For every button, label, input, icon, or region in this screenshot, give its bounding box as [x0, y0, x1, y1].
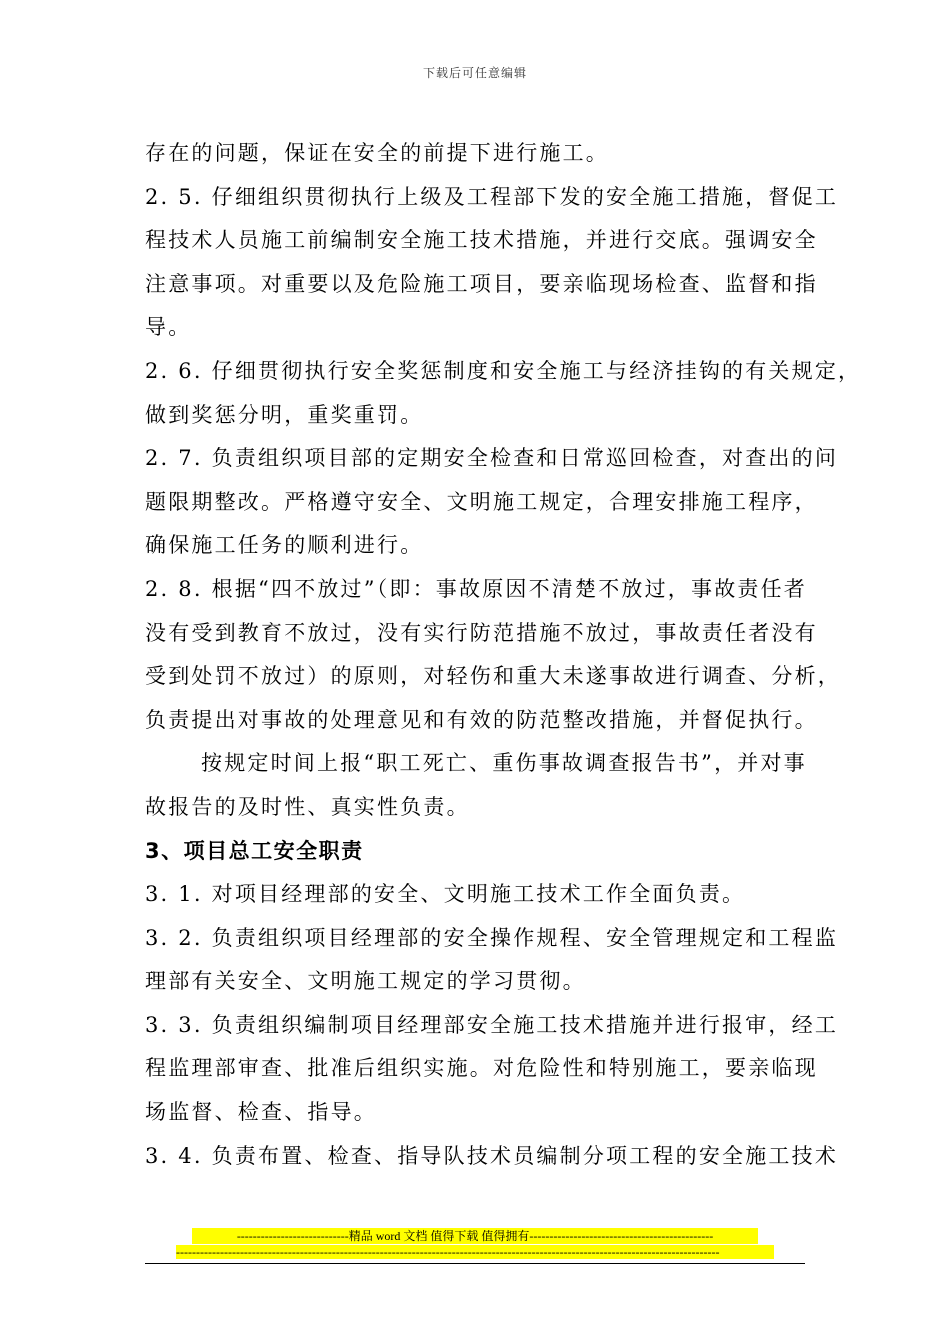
body-text-line: 存在的问题，保证在安全的前提下进行施工。 — [145, 141, 609, 165]
body-text-line: 做到奖惩分明，重奖重罚。 — [145, 402, 424, 427]
body-text-line: 故报告的及时性、真实性负责。 — [145, 794, 470, 819]
body-text-line: 导。 — [145, 315, 192, 340]
body-text-line: 2. 6. 仔细贯彻执行安全奖惩制度和安全施工与经济挂钩的有关规定， — [145, 358, 862, 383]
body-text-line: 2. 8. 根据“四不放过”（即：事故原因不清楚不放过，事故责任者 — [145, 576, 807, 601]
body-text-line: 场监督、检查、指导。 — [145, 1100, 377, 1125]
body-text-line: 注意事项。对重要以及危险施工项目，要亲临现场检查、监督和指 — [145, 271, 818, 296]
footer-dash-line: ---------------------------------------------------------------------------------------------------------------------------------------- — [176, 1245, 774, 1259]
body-text-line: 受到处罚不放过）的原则，对轻伤和重大未遂事故进行调查、分析， — [145, 664, 841, 689]
body-text-line: 程技术人员施工前编制安全施工技术措施，并进行交底。强调安全 — [145, 228, 818, 253]
body-text-line: 3. 4. 负责布置、检查、指导队技术员编制分项工程的安全施工技术 — [145, 1143, 839, 1168]
body-text-line: 负责提出对事故的处理意见和有效的防范整改措施，并督促执行。 — [145, 707, 818, 732]
body-text-line: 理部有关安全、文明施工规定的学习贯彻。 — [145, 969, 586, 994]
document-body — [145, 132, 862, 1178]
body-text-line: 3. 3. 负责组织编制项目经理部安全施工技术措施并进行报审，经工 — [145, 1012, 839, 1037]
body-text-line: 按规定时间上报“职工死亡、重伤事故调查报告书”，并对事 — [201, 751, 807, 776]
footer-banner-line: ----------------------------精品 word 文档 值得下载 值得拥有---------------------------------------------- — [192, 1228, 758, 1244]
page-header: 下载后可任意编辑 — [422, 66, 527, 80]
body-text-line: 3. 2. 负责组织项目经理部的安全操作规程、安全管理规定和工程监 — [145, 925, 839, 950]
body-text-line: 2. 5. 仔细组织贯彻执行上级及工程部下发的安全施工措施，督促工 — [145, 184, 839, 209]
body-text-line: 2. 7. 负责组织项目部的定期安全检查和日常巡回检查，对查出的问 — [145, 446, 839, 471]
footer-rule — [145, 1263, 805, 1264]
section-heading: 3、项目总工安全职责 — [145, 838, 364, 863]
body-text-line: 题限期整改。严格遵守安全、文明施工规定，合理安排施工程序， — [145, 489, 818, 514]
body-text-line: 程监理部审查、批准后组织实施。对危险性和特别施工，要亲临现 — [145, 1056, 818, 1081]
body-text-line: 没有受到教育不放过，没有实行防范措施不放过，事故责任者没有 — [145, 620, 818, 645]
body-text-line: 确保施工任务的顺利进行。 — [145, 533, 424, 558]
body-text-line: 3. 1. 对项目经理部的安全、文明施工技术工作全面负责。 — [145, 882, 746, 907]
